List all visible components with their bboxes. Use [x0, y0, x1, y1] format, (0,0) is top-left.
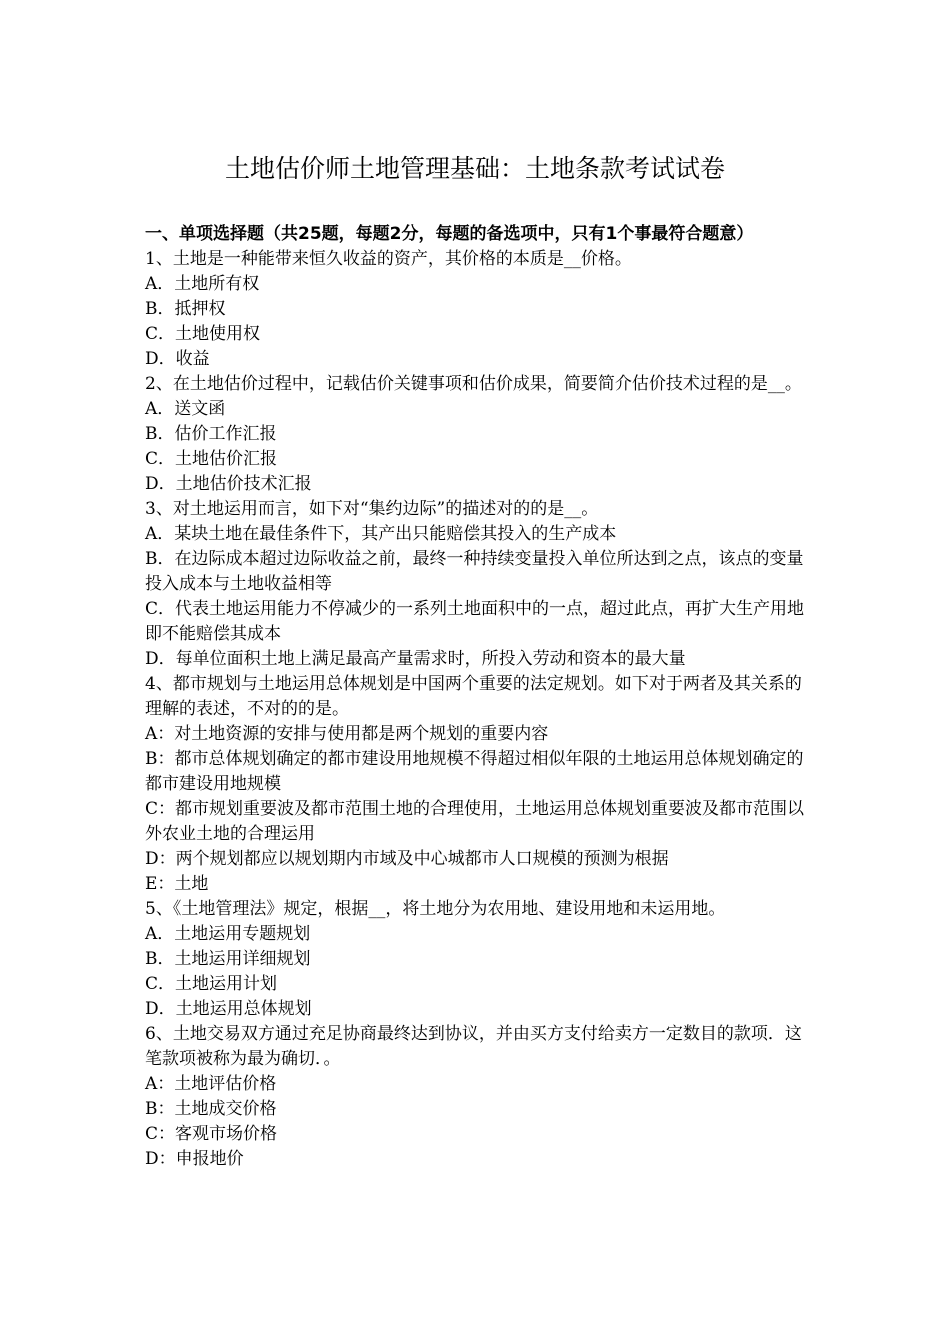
option-6d: D：申报地价 — [145, 1149, 244, 1169]
option-5d: D．土地运用总体规划 — [145, 999, 312, 1019]
option-3a: A．某块土地在最佳条件下，其产出只能赔偿其投入的生产成本 — [145, 524, 617, 544]
option-1d: D．收益 — [145, 349, 210, 369]
option-6c: C：客观市场价格 — [145, 1124, 278, 1144]
option-2c: C．土地估价汇报 — [145, 449, 278, 469]
option-5b: B．土地运用详细规划 — [145, 949, 311, 969]
option-5a: A．土地运用专题规划 — [145, 924, 311, 944]
section-heading: 一、单项选择题（共25题，每题2分，每题的备选项中，只有1个事最符合题意） — [145, 224, 754, 244]
question-5: 5、《土地管理法》规定，根据__，将土地分为农用地、建设用地和未运用地。 — [145, 899, 726, 919]
page-title: 土地估价师土地管理基础：土地条款考试试卷 — [224, 154, 725, 183]
option-3d: D．每单位面积土地上满足最高产量需求时，所投入劳动和资本的最大量 — [145, 649, 686, 669]
option-1a: A．土地所有权 — [145, 274, 260, 294]
document-body — [145, 222, 807, 1172]
question-2: 2、在土地估价过程中，记载估价关键事项和估价成果，简要简介估价技术过程的是__。 — [145, 374, 802, 394]
option-5c: C．土地运用计划 — [145, 974, 278, 994]
option-6b: B：土地成交价格 — [145, 1099, 277, 1119]
option-4c: C：都市规划重要波及都市范围土地的合理使用，土地运用总体规划重要波及都市范围以外农业土地的合理运用 — [145, 799, 805, 844]
question-4: 4、都市规划与土地运用总体规划是中国两个重要的法定规划。如下对于两者及其关系的理解的表述，不对的的是。 — [145, 674, 802, 719]
question-1: 1、土地是一种能带来恒久收益的资产，其价格的本质是__价格。 — [145, 249, 632, 269]
option-1c: C．土地使用权 — [145, 324, 261, 344]
option-4b: B：都市总体规划确定的都市建设用地规模不得超过相似年限的土地运用总体规划确定的都市建设用地规模 — [145, 749, 804, 794]
question-3: 3、对土地运用而言，如下对“集约边际”的描述对的的是__。 — [145, 499, 599, 519]
option-4e: E：土地 — [145, 874, 209, 894]
option-4a: A：对土地资源的安排与使用都是两个规划的重要内容 — [145, 724, 549, 744]
option-2d: D．土地估价技术汇报 — [145, 474, 312, 494]
option-6a: A：土地评估价格 — [145, 1074, 277, 1094]
option-3b: B．在边际成本超过边际收益之前，最终一种持续变量投入单位所达到之点，该点的变量投入成本与土地收益相等 — [145, 549, 804, 594]
option-1b: B．抵押权 — [145, 299, 226, 319]
option-3c: C．代表土地运用能力不停减少的一系列土地面积中的一点，超过此点，再扩大生产用地即不能赔偿其成本 — [145, 599, 805, 644]
option-2a: A．送文函 — [145, 399, 226, 419]
option-4d: D：两个规划都应以规划期内市域及中心城都市人口规模的预测为根据 — [145, 849, 669, 869]
option-2b: B．估价工作汇报 — [145, 424, 277, 444]
question-6: 6、土地交易双方通过充足协商最终达到协议，并由买方支付给卖方一定数目的款项．这笔款项被称为最为确切．。 — [145, 1024, 802, 1069]
